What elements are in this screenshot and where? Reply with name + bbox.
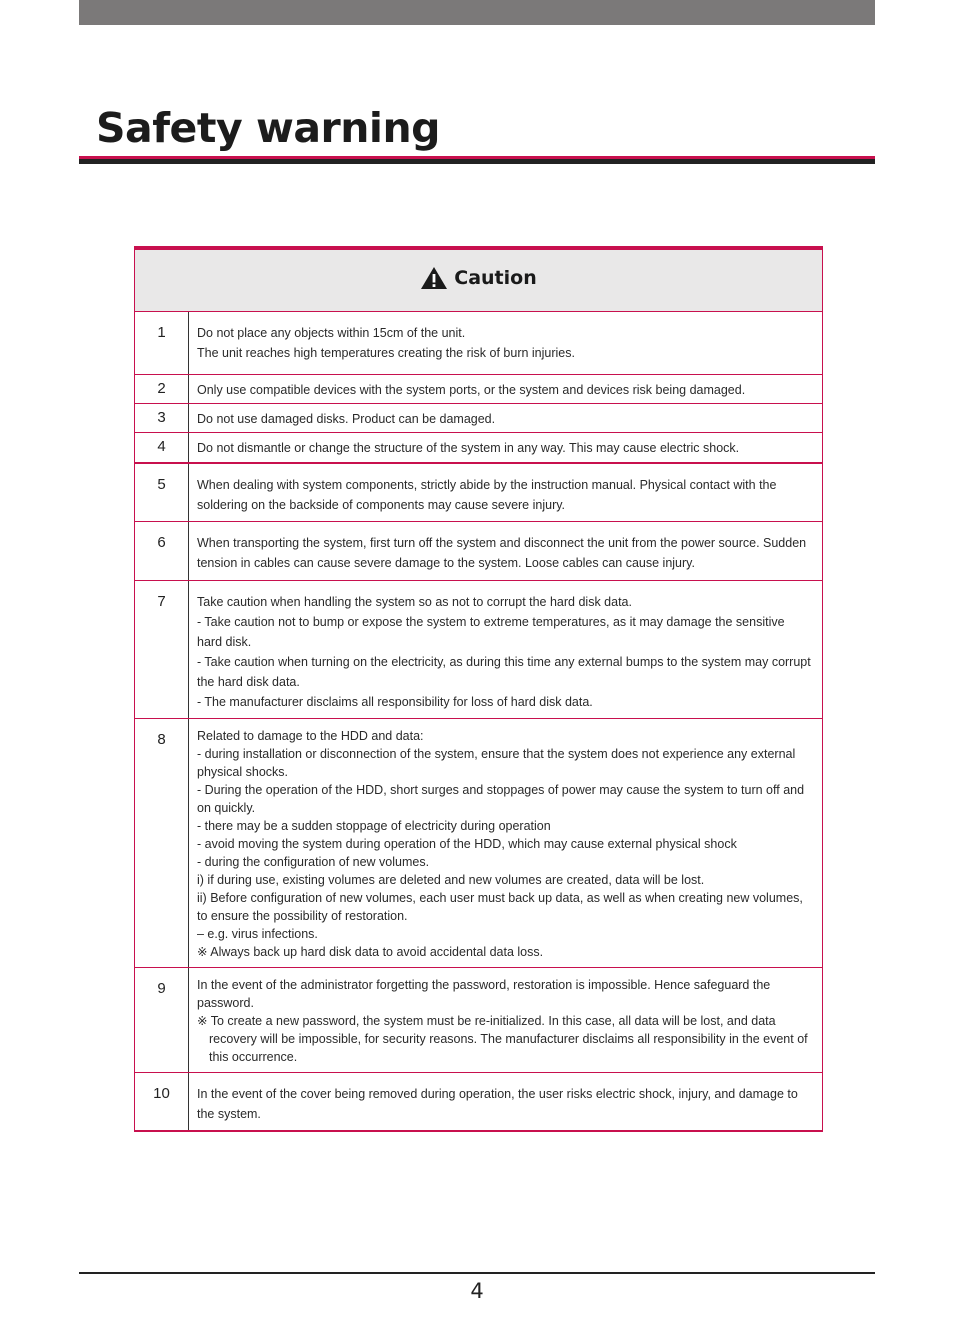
table-row (135, 718, 823, 967)
item-number: 7 (135, 580, 189, 718)
item-text (189, 312, 823, 375)
item-line: When dealing with system components, strictly abide by the instruction manual. Physical contact with the soldering on the backside of components may cause severe injury. (197, 477, 777, 512)
item-line: ii) Before configuration of new volumes, each user must back up data, as well as when creating new volumes, to ensure the possibility of restoration. (197, 890, 803, 923)
item-line: Take caution when handling the system so as not to corrupt the hard disk data. (197, 594, 632, 609)
item-text (189, 1072, 823, 1131)
item-text (189, 463, 823, 522)
item-line: The unit reaches high temperatures creating the risk of burn injuries. (197, 346, 575, 360)
item-number: 1 (135, 312, 189, 375)
item-line: - there may be a sudden stoppage of electricity during operation (197, 818, 551, 833)
item-text (189, 375, 823, 404)
item-text (189, 718, 823, 967)
title-rule (79, 159, 875, 164)
item-line: - during the configuration of new volumes. (197, 854, 430, 869)
item-number: 8 (135, 718, 189, 967)
item-line: ※ To create a new password, the system must be re-initialized. In this case, all data will be lost, and data recovery will be impossible, for security reasons. The manufacturer disclaims all responsibility in the event of this occurrence. (197, 1013, 808, 1064)
item-line: - during installation or disconnection of the system, ensure that the system does not experience any external physical shocks. (197, 746, 796, 779)
item-number: 2 (135, 375, 189, 404)
page-title: Safety warning (96, 104, 440, 152)
item-number: 9 (135, 967, 189, 1072)
item-text (189, 521, 823, 580)
caution-heading: Caution (454, 267, 537, 289)
item-line: - The manufacturer disclaims all responsibility for loss of hard disk data. (197, 694, 593, 709)
item-line: Do not dismantle or change the structure of the system in any way. This may cause electric shock. (197, 441, 740, 455)
caution-header (135, 248, 823, 312)
item-line: - avoid moving the system during operation of the HDD, which may cause external physical shock (197, 836, 737, 851)
item-line: ※ Always back up hard disk data to avoid accidental data loss. (197, 944, 544, 959)
footer-rule (79, 1272, 875, 1274)
item-line: Only use compatible devices with the system ports, or the system and devices risk being damaged. (197, 383, 746, 397)
item-line: - During the operation of the HDD, short surges and stoppages of power may cause the system to turn off and on quickly. (197, 782, 805, 815)
item-line: In the event of the administrator forgetting the password, restoration is impossible. Hence safeguard the password. (197, 977, 771, 1010)
table-row (135, 967, 823, 1072)
page-number: 4 (470, 1279, 484, 1303)
item-text (189, 580, 823, 718)
item-number: 4 (135, 433, 189, 463)
item-line: When transporting the system, first turn off the system and disconnect the unit from the power source. Sudden tension in cables can cause severe damage to the system. Loose cables can cause injury. (197, 535, 807, 570)
table-row (135, 312, 823, 375)
item-text (189, 433, 823, 463)
table-row (135, 580, 823, 718)
item-line: – e.g. virus infections. (197, 926, 318, 941)
table-row (135, 375, 823, 404)
item-number: 6 (135, 521, 189, 580)
item-number: 10 (135, 1072, 189, 1131)
table-row (135, 404, 823, 433)
item-line: i) if during use, existing volumes are deleted and new volumes are created, data will be lost. (197, 872, 705, 887)
item-number: 3 (135, 404, 189, 433)
caution-table-wrapper (134, 246, 822, 1132)
item-text (189, 404, 823, 433)
table-row (135, 463, 823, 522)
table-row (135, 1072, 823, 1131)
warning-triangle-icon (420, 266, 448, 290)
item-text (189, 967, 823, 1072)
item-line: - Take caution not to bump or expose the system to extreme temperatures, as it may damage the sensitive hard disk. (197, 614, 785, 649)
item-line: Do not place any objects within 15cm of the unit. (197, 326, 466, 340)
header-bar (79, 0, 875, 25)
item-line: In the event of the cover being removed during operation, the user risks electric shock, injury, and damage to the system. (197, 1086, 798, 1121)
table-row (135, 433, 823, 463)
item-line: Do not use damaged disks. Product can be damaged. (197, 412, 496, 426)
table-row (135, 521, 823, 580)
item-line: - Take caution when turning on the electricity, as during this time any external bumps to the system may corrupt the hard disk data. (197, 654, 811, 689)
item-number: 5 (135, 463, 189, 522)
item-line: Related to damage to the HDD and data: (197, 728, 424, 743)
caution-table (134, 246, 823, 1132)
